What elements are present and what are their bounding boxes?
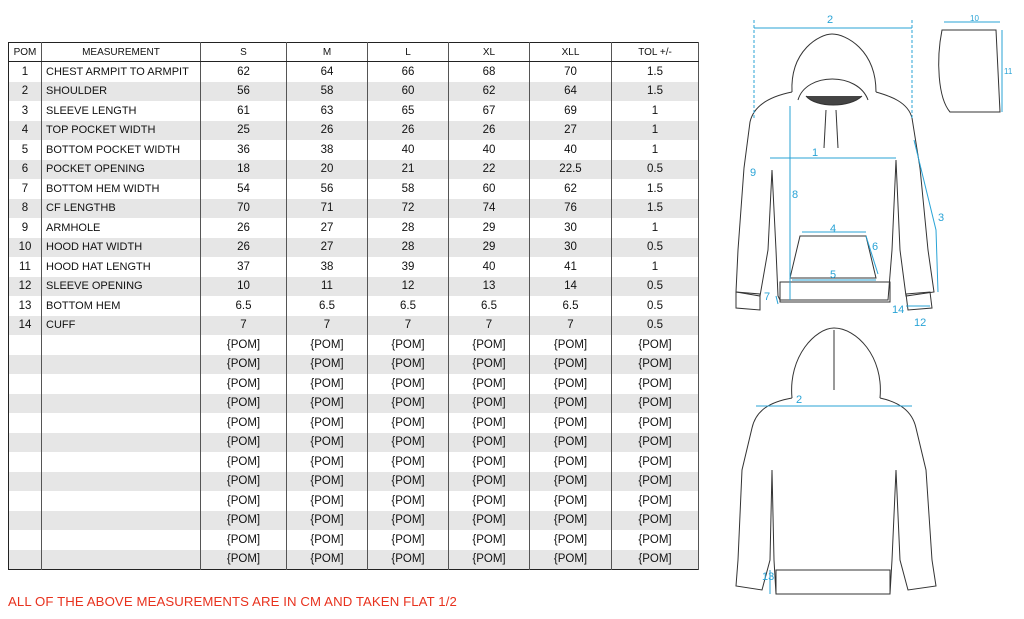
- tolerance-cell: {POM]: [612, 491, 699, 511]
- dim-label-5: 5: [830, 269, 837, 281]
- size-value-cell: {POM]: [530, 530, 612, 550]
- pom-cell: 2: [9, 82, 42, 102]
- table-row: [9, 550, 699, 570]
- size-value-cell: 6.5: [530, 296, 612, 316]
- pom-cell: 3: [9, 101, 42, 121]
- header-xll: XLL: [530, 43, 612, 62]
- table-row: [9, 101, 699, 121]
- size-value-cell: 69: [530, 101, 612, 121]
- size-value-cell: 27: [287, 238, 368, 258]
- table-row: [9, 355, 699, 375]
- tolerance-cell: 1: [612, 257, 699, 277]
- spec-table: [8, 42, 699, 570]
- size-value-cell: 7: [368, 316, 449, 336]
- size-value-cell: 40: [368, 140, 449, 160]
- right-cuff: [906, 292, 932, 310]
- size-value-cell: 26: [368, 121, 449, 141]
- measurement-cell: [42, 433, 201, 453]
- table-row: [9, 296, 699, 316]
- size-value-cell: 26: [287, 121, 368, 141]
- measurement-cell: [42, 491, 201, 511]
- size-value-cell: 7: [201, 316, 287, 336]
- size-value-cell: 21: [368, 160, 449, 180]
- tolerance-cell: 0.5: [612, 160, 699, 180]
- table-row: [9, 335, 699, 355]
- pom-cell: [9, 433, 42, 453]
- dim-label-14: 14: [892, 304, 905, 316]
- size-value-cell: 6.5: [449, 296, 530, 316]
- size-value-cell: 62: [449, 82, 530, 102]
- pom-cell: [9, 530, 42, 550]
- size-value-cell: {POM]: [201, 511, 287, 531]
- size-value-cell: 54: [201, 179, 287, 199]
- table-row: [9, 452, 699, 472]
- pom-cell: [9, 472, 42, 492]
- size-value-cell: {POM]: [530, 413, 612, 433]
- back-hem-band: [776, 570, 890, 594]
- tolerance-cell: 0.5: [612, 316, 699, 336]
- size-value-cell: 58: [287, 82, 368, 102]
- size-value-cell: 65: [368, 101, 449, 121]
- size-value-cell: {POM]: [368, 511, 449, 531]
- size-value-cell: {POM]: [449, 472, 530, 492]
- size-value-cell: {POM]: [530, 452, 612, 472]
- measurement-cell: BOTTOM HEM: [42, 296, 201, 316]
- size-value-cell: 67: [449, 101, 530, 121]
- dim-label-6: 6: [872, 241, 879, 253]
- tolerance-cell: 1: [612, 218, 699, 238]
- size-value-cell: 60: [449, 179, 530, 199]
- measurement-cell: [42, 355, 201, 375]
- size-value-cell: 37: [201, 257, 287, 277]
- size-value-cell: {POM]: [368, 335, 449, 355]
- pom-cell: [9, 550, 42, 570]
- size-value-cell: 13: [449, 277, 530, 297]
- size-value-cell: 7: [287, 316, 368, 336]
- dim-label-2: 2: [827, 14, 834, 26]
- measurement-cell: [42, 550, 201, 570]
- pom-cell: 6: [9, 160, 42, 180]
- size-value-cell: 63: [287, 101, 368, 121]
- size-value-cell: {POM]: [368, 394, 449, 414]
- size-value-cell: 72: [368, 199, 449, 219]
- table-row: [9, 257, 699, 277]
- size-value-cell: {POM]: [530, 491, 612, 511]
- size-value-cell: 26: [201, 238, 287, 258]
- size-value-cell: 14: [530, 277, 612, 297]
- tolerance-cell: {POM]: [612, 550, 699, 570]
- measurement-cell: CF LENGTHB: [42, 199, 201, 219]
- table-row: [9, 433, 699, 453]
- size-value-cell: 27: [287, 218, 368, 238]
- table-row: [9, 472, 699, 492]
- size-value-cell: 76: [530, 199, 612, 219]
- hoodie-technical-drawing: [716, 0, 1024, 619]
- size-value-cell: 6.5: [368, 296, 449, 316]
- size-value-cell: {POM]: [449, 511, 530, 531]
- size-value-cell: 68: [449, 62, 530, 82]
- measurement-cell: CHEST ARMPIT TO ARMPIT: [42, 62, 201, 82]
- pom-cell: 11: [9, 257, 42, 277]
- size-value-cell: 27: [530, 121, 612, 141]
- size-value-cell: {POM]: [449, 394, 530, 414]
- pom-cell: [9, 394, 42, 414]
- drawstring-left: [824, 110, 826, 148]
- table-row: [9, 140, 699, 160]
- tolerance-cell: 1.5: [612, 199, 699, 219]
- size-value-cell: 38: [287, 257, 368, 277]
- measurement-cell: ARMHOLE: [42, 218, 201, 238]
- size-value-cell: 38: [287, 140, 368, 160]
- size-value-cell: {POM]: [201, 491, 287, 511]
- size-value-cell: 26: [449, 121, 530, 141]
- size-value-cell: {POM]: [449, 491, 530, 511]
- size-value-cell: {POM]: [449, 374, 530, 394]
- size-value-cell: {POM]: [530, 374, 612, 394]
- tolerance-cell: {POM]: [612, 374, 699, 394]
- measurement-cell: HOOD HAT WIDTH: [42, 238, 201, 258]
- header-measurement: MEASUREMENT: [42, 43, 201, 62]
- back-dim-label-13: 13: [762, 571, 775, 583]
- table-header-row: [9, 43, 699, 62]
- size-value-cell: 40: [530, 140, 612, 160]
- size-value-cell: 18: [201, 160, 287, 180]
- measurement-cell: TOP POCKET WIDTH: [42, 121, 201, 141]
- size-value-cell: 61: [201, 101, 287, 121]
- tolerance-cell: {POM]: [612, 472, 699, 492]
- size-value-cell: {POM]: [287, 355, 368, 375]
- size-value-cell: 22: [449, 160, 530, 180]
- size-value-cell: {POM]: [201, 413, 287, 433]
- table-row: [9, 511, 699, 531]
- tolerance-cell: 1: [612, 140, 699, 160]
- pom-cell: [9, 335, 42, 355]
- measurement-cell: BOTTOM HEM WIDTH: [42, 179, 201, 199]
- size-value-cell: {POM]: [368, 530, 449, 550]
- size-value-cell: {POM]: [201, 394, 287, 414]
- size-value-cell: {POM]: [449, 433, 530, 453]
- measurement-cell: [42, 335, 201, 355]
- measurement-cell: [42, 452, 201, 472]
- size-value-cell: 64: [530, 82, 612, 102]
- tolerance-cell: 1: [612, 121, 699, 141]
- size-value-cell: 25: [201, 121, 287, 141]
- hood-side-view: [939, 30, 1000, 112]
- size-value-cell: 66: [368, 62, 449, 82]
- measurement-footnote: ALL OF THE ABOVE MEASUREMENTS ARE IN CM AND TAKEN FLAT 1/2: [8, 594, 457, 609]
- size-value-cell: {POM]: [287, 472, 368, 492]
- measurement-cell: [42, 374, 201, 394]
- table-row: [9, 179, 699, 199]
- dim-label-11: 11: [1004, 67, 1013, 76]
- header-xl: XL: [449, 43, 530, 62]
- size-value-cell: {POM]: [287, 374, 368, 394]
- dim-label-3: 3: [938, 212, 945, 224]
- pom-cell: 1: [9, 62, 42, 82]
- tolerance-cell: 1.5: [612, 62, 699, 82]
- size-value-cell: {POM]: [287, 511, 368, 531]
- measurement-cell: CUFF: [42, 316, 201, 336]
- header-l: L: [368, 43, 449, 62]
- size-value-cell: 6.5: [287, 296, 368, 316]
- table-body: [9, 62, 699, 570]
- table-row: [9, 316, 699, 336]
- size-value-cell: 39: [368, 257, 449, 277]
- size-value-cell: {POM]: [449, 550, 530, 570]
- pom-cell: 13: [9, 296, 42, 316]
- table-row: [9, 491, 699, 511]
- size-value-cell: {POM]: [287, 452, 368, 472]
- size-value-cell: {POM]: [368, 355, 449, 375]
- tolerance-cell: {POM]: [612, 452, 699, 472]
- size-value-cell: {POM]: [530, 394, 612, 414]
- size-value-cell: {POM]: [287, 394, 368, 414]
- size-value-cell: {POM]: [201, 433, 287, 453]
- size-value-cell: {POM]: [287, 433, 368, 453]
- pom-cell: [9, 413, 42, 433]
- pom-cell: 12: [9, 277, 42, 297]
- size-value-cell: {POM]: [449, 335, 530, 355]
- table-row: [9, 374, 699, 394]
- table-row: [9, 199, 699, 219]
- size-value-cell: 29: [449, 238, 530, 258]
- tolerance-cell: 0.5: [612, 238, 699, 258]
- measurement-cell: POCKET OPENING: [42, 160, 201, 180]
- pom-cell: [9, 374, 42, 394]
- pom-cell: [9, 511, 42, 531]
- table-row: [9, 238, 699, 258]
- size-value-cell: {POM]: [449, 355, 530, 375]
- size-value-cell: {POM]: [449, 452, 530, 472]
- size-value-cell: {POM]: [530, 511, 612, 531]
- size-value-cell: 30: [530, 218, 612, 238]
- pom-cell: 14: [9, 316, 42, 336]
- size-value-cell: {POM]: [530, 550, 612, 570]
- size-value-cell: 6.5: [201, 296, 287, 316]
- size-value-cell: {POM]: [287, 413, 368, 433]
- header-m: M: [287, 43, 368, 62]
- table-row: [9, 413, 699, 433]
- size-value-cell: 7: [449, 316, 530, 336]
- size-value-cell: 74: [449, 199, 530, 219]
- dim-label-7: 7: [764, 291, 771, 303]
- pom-cell: 10: [9, 238, 42, 258]
- tolerance-cell: 1.5: [612, 82, 699, 102]
- tolerance-cell: {POM]: [612, 335, 699, 355]
- measurement-cell: BOTTOM POCKET WIDTH: [42, 140, 201, 160]
- dim-label-1: 1: [812, 147, 819, 159]
- table-row: [9, 121, 699, 141]
- measurement-cell: SLEEVE OPENING: [42, 277, 201, 297]
- table-row: [9, 82, 699, 102]
- tolerance-cell: {POM]: [612, 413, 699, 433]
- dim-label-10: 10: [970, 14, 979, 23]
- size-value-cell: {POM]: [287, 530, 368, 550]
- size-value-cell: 12: [368, 277, 449, 297]
- size-value-cell: {POM]: [201, 550, 287, 570]
- tolerance-cell: 1: [612, 101, 699, 121]
- size-value-cell: {POM]: [201, 452, 287, 472]
- size-value-cell: 62: [201, 62, 287, 82]
- back-hood-outline: [792, 328, 881, 398]
- pom-cell: 5: [9, 140, 42, 160]
- header-s: S: [201, 43, 287, 62]
- dim-label-4: 4: [830, 223, 837, 235]
- size-value-cell: 62: [530, 179, 612, 199]
- size-value-cell: 56: [201, 82, 287, 102]
- drawstring-right: [836, 110, 838, 148]
- front-neck-opening: [806, 96, 862, 105]
- size-value-cell: {POM]: [287, 550, 368, 570]
- table-row: [9, 160, 699, 180]
- table-row: [9, 394, 699, 414]
- size-value-cell: 64: [287, 62, 368, 82]
- pom-cell: 4: [9, 121, 42, 141]
- front-hem-band: [780, 282, 890, 302]
- size-value-cell: {POM]: [201, 335, 287, 355]
- size-value-cell: 29: [449, 218, 530, 238]
- pom-cell: 8: [9, 199, 42, 219]
- tolerance-cell: {POM]: [612, 511, 699, 531]
- pom-cell: [9, 355, 42, 375]
- size-value-cell: 36: [201, 140, 287, 160]
- size-value-cell: {POM]: [201, 472, 287, 492]
- back-dim-label-2: 2: [796, 394, 803, 406]
- size-value-cell: {POM]: [287, 335, 368, 355]
- size-value-cell: {POM]: [368, 491, 449, 511]
- header-pom: POM: [9, 43, 42, 62]
- size-value-cell: {POM]: [201, 530, 287, 550]
- size-value-cell: {POM]: [368, 472, 449, 492]
- size-value-cell: 20: [287, 160, 368, 180]
- size-value-cell: 28: [368, 218, 449, 238]
- size-value-cell: {POM]: [368, 452, 449, 472]
- size-value-cell: 30: [530, 238, 612, 258]
- table-row: [9, 62, 699, 82]
- measurement-cell: SHOULDER: [42, 82, 201, 102]
- size-value-cell: {POM]: [368, 433, 449, 453]
- size-value-cell: {POM]: [287, 491, 368, 511]
- size-value-cell: {POM]: [449, 530, 530, 550]
- size-value-cell: {POM]: [449, 413, 530, 433]
- size-value-cell: 41: [530, 257, 612, 277]
- dim-label-12: 12: [914, 317, 927, 329]
- size-value-cell: {POM]: [530, 472, 612, 492]
- size-value-cell: 10: [201, 277, 287, 297]
- left-cuff: [736, 292, 760, 310]
- size-value-cell: {POM]: [201, 374, 287, 394]
- table-row: [9, 218, 699, 238]
- front-hood-outline: [792, 34, 876, 92]
- tolerance-cell: {POM]: [612, 530, 699, 550]
- dim-label-9: 9: [750, 167, 757, 179]
- pom-cell: 9: [9, 218, 42, 238]
- pom-cell: [9, 452, 42, 472]
- size-value-cell: {POM]: [368, 374, 449, 394]
- tolerance-cell: {POM]: [612, 355, 699, 375]
- size-value-cell: 70: [201, 199, 287, 219]
- size-value-cell: 58: [368, 179, 449, 199]
- size-value-cell: 26: [201, 218, 287, 238]
- pom-cell: 7: [9, 179, 42, 199]
- size-value-cell: {POM]: [530, 335, 612, 355]
- size-value-cell: {POM]: [530, 355, 612, 375]
- measurement-cell: [42, 413, 201, 433]
- size-value-cell: 28: [368, 238, 449, 258]
- measurement-cell: HOOD HAT LENGTH: [42, 257, 201, 277]
- size-value-cell: 60: [368, 82, 449, 102]
- size-value-cell: 22.5: [530, 160, 612, 180]
- back-body-outline: [736, 398, 936, 594]
- table-row: [9, 530, 699, 550]
- size-value-cell: 56: [287, 179, 368, 199]
- size-value-cell: 70: [530, 62, 612, 82]
- tolerance-cell: {POM]: [612, 433, 699, 453]
- measurement-cell: [42, 511, 201, 531]
- size-value-cell: 40: [449, 257, 530, 277]
- tolerance-cell: {POM]: [612, 394, 699, 414]
- measurement-cell: [42, 394, 201, 414]
- table-row: [9, 277, 699, 297]
- measurement-cell: [42, 530, 201, 550]
- measurement-cell: SLEEVE LENGTH: [42, 101, 201, 121]
- tolerance-cell: 1.5: [612, 179, 699, 199]
- size-value-cell: {POM]: [368, 550, 449, 570]
- dim-label-8: 8: [792, 189, 799, 201]
- size-value-cell: 71: [287, 199, 368, 219]
- header-tol: TOL +/-: [612, 43, 699, 62]
- size-value-cell: 7: [530, 316, 612, 336]
- size-value-cell: 11: [287, 277, 368, 297]
- measurement-cell: [42, 472, 201, 492]
- size-value-cell: {POM]: [201, 355, 287, 375]
- size-value-cell: 40: [449, 140, 530, 160]
- tolerance-cell: 0.5: [612, 296, 699, 316]
- tolerance-cell: 0.5: [612, 277, 699, 297]
- size-value-cell: {POM]: [530, 433, 612, 453]
- pom-cell: [9, 491, 42, 511]
- size-value-cell: {POM]: [368, 413, 449, 433]
